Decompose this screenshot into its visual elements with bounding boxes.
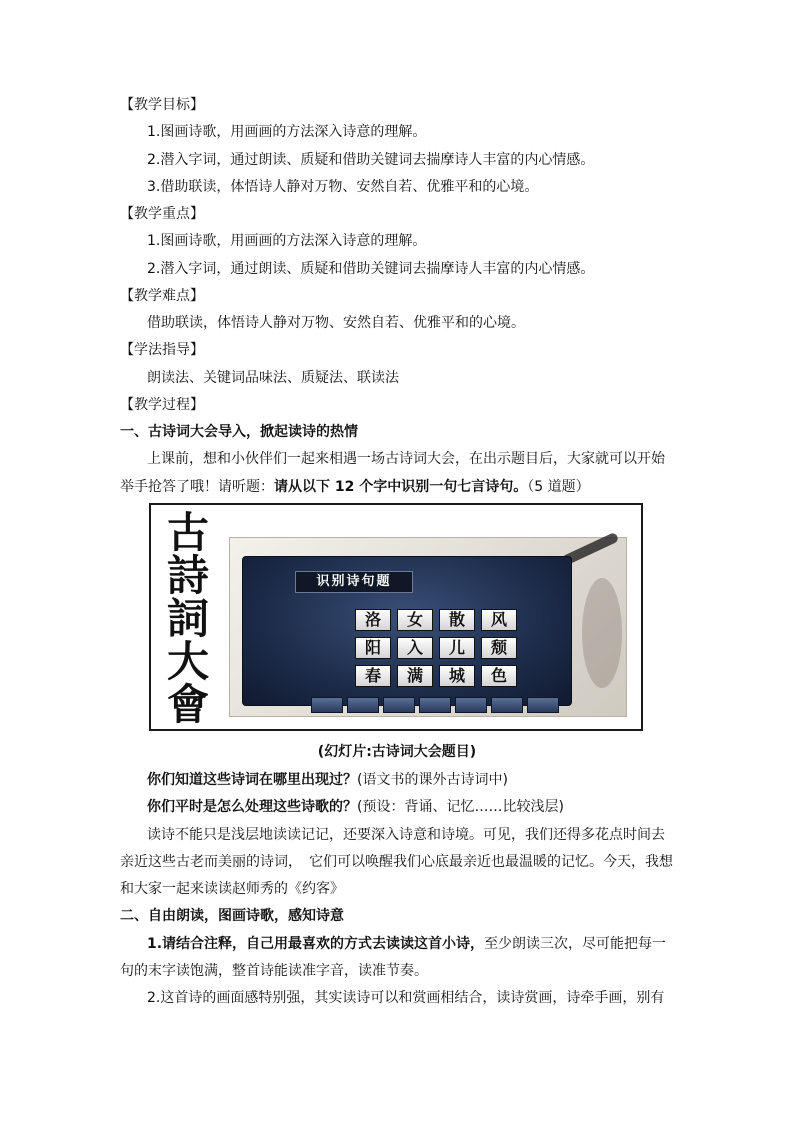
slide-frame bbox=[229, 537, 627, 717]
section-1-paragraph-2-line-3: 和大家一起来读读赵师秀的《约客》 bbox=[120, 881, 344, 897]
character-grid bbox=[355, 609, 525, 687]
character-tile: 洛 bbox=[355, 609, 391, 631]
question-1-text: 你们知道这些诗词在哪里出现过？ bbox=[147, 772, 357, 788]
character-tile: 阳 bbox=[355, 637, 391, 659]
quiz-panel bbox=[242, 556, 572, 706]
question-2-text: 你们平时是怎么处理这些诗歌的？ bbox=[147, 799, 357, 815]
section-2-paragraph-1-line-1 bbox=[147, 934, 666, 954]
objective-item-2: 2.潜入字词，通过朗读、质疑和借助关键词去揣摩诗人丰富的内心情感。 bbox=[147, 152, 595, 168]
study-methods-heading: 【学法指导】 bbox=[120, 342, 204, 358]
section-1-title: 一、古诗词大会导入，掀起读诗的热情 bbox=[120, 424, 358, 440]
character-tile: 散 bbox=[439, 609, 475, 631]
section-2-paragraph-1-line-2: 句的末字读饱满，整首诗能读准字音，读准节奏。 bbox=[120, 963, 428, 979]
character-tile: 风 bbox=[481, 609, 517, 631]
objective-item-1: 1.图画诗歌，用画画的方法深入诗意的理解。 bbox=[147, 124, 427, 140]
slide-side-title bbox=[157, 508, 219, 729]
character-tile: 色 bbox=[481, 665, 517, 687]
difficulties-text: 借助联读，体悟诗人静对万物、安然自若、优雅平和的心境。 bbox=[147, 315, 525, 331]
character-tile: 入 bbox=[397, 637, 433, 659]
character-tile: 颓 bbox=[481, 637, 517, 659]
study-methods-text: 朗读法、关键词品味法、质疑法、联读法 bbox=[147, 370, 399, 386]
answer-slot bbox=[527, 697, 559, 713]
section-1-paragraph-2-line-1: 读诗不能只是浅层地读读记记，还要深入诗意和诗境。可见，我们还得多花点时间去 bbox=[147, 827, 665, 843]
answer-slot bbox=[311, 697, 343, 713]
answer-slots bbox=[311, 697, 559, 713]
quiz-panel-title: 识别诗句题 bbox=[295, 571, 413, 593]
intro-plain: 举手抢答了哦！请听题： bbox=[120, 479, 274, 495]
section-2-instruction: 1.请结合注释，自己用最喜欢的方式去读读这首小诗， bbox=[147, 936, 485, 952]
question-2-answer: (预设：背诵、记忆……比较浅层) bbox=[357, 799, 564, 815]
answer-slot bbox=[383, 697, 415, 713]
side-title-char: 詩 bbox=[166, 551, 209, 600]
side-title-char: 大 bbox=[166, 637, 209, 686]
difficulties-heading: 【教学难点】 bbox=[120, 288, 204, 304]
section-2-paragraph-2-line-1: 2.这首诗的画面感特别强，其实读诗可以和赏画相结合，读诗赏画，诗牵手画，别有 bbox=[147, 990, 665, 1006]
character-tile: 女 bbox=[397, 609, 433, 631]
key-point-item-1: 1.图画诗歌，用画画的方法深入诗意的理解。 bbox=[147, 233, 427, 249]
side-title-char: 詞 bbox=[166, 594, 209, 643]
intro-question: 请从以下 12 个字中识别一句七言诗句。 bbox=[274, 479, 528, 495]
answer-slot bbox=[419, 697, 451, 713]
answer-slot bbox=[455, 697, 487, 713]
section-1-paragraph-1-line-1: 上课前，想和小伙伴们一起来相遇一场古诗词大会，在出示题目后，大家就可以开始 bbox=[147, 451, 665, 467]
character-tile: 儿 bbox=[439, 637, 475, 659]
section-2-instruction-tail: 至少朗读三次，尽可能把每一 bbox=[484, 936, 667, 952]
question-2 bbox=[147, 797, 564, 817]
side-title-char: 會 bbox=[166, 680, 209, 729]
intro-count: （5 道题） bbox=[527, 479, 590, 495]
section-1-paragraph-1-line-2 bbox=[120, 477, 590, 497]
answer-slot bbox=[347, 697, 379, 713]
ink-decoration bbox=[582, 578, 622, 688]
key-point-item-2: 2.潜入字词，通过朗读、质疑和借助关键词去揣摩诗人丰富的内心情感。 bbox=[147, 261, 595, 277]
side-title-char: 古 bbox=[166, 508, 209, 557]
process-heading: 【教学过程】 bbox=[120, 397, 204, 413]
question-1-answer: (语文书的课外古诗词中) bbox=[357, 772, 508, 788]
section-2-title: 二、自由朗读，图画诗歌，感知诗意 bbox=[120, 908, 344, 924]
character-tile: 满 bbox=[397, 665, 433, 687]
objectives-heading: 【教学目标】 bbox=[120, 97, 204, 113]
answer-slot bbox=[491, 697, 523, 713]
character-tile: 城 bbox=[439, 665, 475, 687]
section-1-paragraph-2-line-2: 亲近这些古老而美丽的诗词， 它们可以唤醒我们心底最亲近也最温暖的记忆。今天，我想 bbox=[120, 854, 673, 870]
question-1 bbox=[147, 770, 508, 790]
character-tile: 春 bbox=[355, 665, 391, 687]
key-points-heading: 【教学重点】 bbox=[120, 206, 204, 222]
objective-item-3: 3.借助联读，体悟诗人静对万物、安然自若、优雅平和的心境。 bbox=[147, 179, 539, 195]
slide-caption: (幻灯片:古诗词大会题目) bbox=[317, 744, 477, 760]
quiz-slide-image bbox=[149, 503, 643, 731]
